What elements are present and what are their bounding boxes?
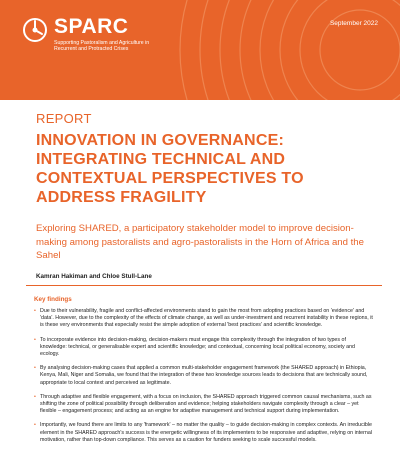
logo-tagline: Supporting Pastoralism and Agriculture in Recurrent and Protracted Crises xyxy=(54,40,150,52)
publication-date: September 2022 xyxy=(329,20,378,27)
subtitle: Exploring SHARED, a participatory stakeholder model to improve decision-making among pastoralists and agro-pastoralists in the Horn of Africa and the Sahel xyxy=(36,223,364,261)
sparc-logo-icon xyxy=(22,17,48,43)
list-item: • By analysing decision-making cases that applied a common multi-stakeholder engagement framework (the SHARED approach) in Ethiopia, Kenya, Mali, Niger and Somalia, we found that the integration of these two knowledge sources leads to decisions that are technically sound, appropriate to local context and perceived as legitimate. xyxy=(34,365,374,387)
authors: Kamran Hakiman and Chloe Stull-Lane xyxy=(36,273,152,280)
list-item: • Through adaptive and flexible engagement, with a focus on inclusion, the SHARED approach triggered common causal mechanisms, such as shifting the zone of political possibility through deliberation and evidence; helping stakeholders navigate complexity through a clear – yet flexible – engagement process; and acting as an engine for adaptive management and technical support during implementation. xyxy=(34,394,374,416)
key-findings-list xyxy=(34,308,374,444)
sparc-logo xyxy=(22,16,164,52)
page-title: INNOVATION IN GOVERNANCE: INTEGRATING TECHNICAL AND CONTEXTUAL PERSPECTIVES TO ADDRESS FRAGILITY xyxy=(36,132,304,206)
key-findings-section xyxy=(26,285,382,473)
list-item: • Due to their vulnerability, fragile and conflict-affected environments stand to gain the most from adopting practices based on 'evidence' and 'data'. However, due to the complexity of the effects of climate change, as well as under-investment and recurrent instability in these regions, it is these very environments that especially resist the simple adoption of external 'best practices' and scientific knowledge. xyxy=(34,308,374,330)
list-item: • Importantly, we found there are limits to any 'framework' – no matter the quality – to guide decision-making in complex contexts. An irreducible element in the SHARED approach's success is the energetic willingness of its implementers to be responsive and adaptive, relying on internal motivation, rather than top-down compliance. This serves as a caution for funders seeking to scale successful models. xyxy=(34,422,374,444)
list-item: • To incorporate evidence into decision-making, decision-makers must engage this complexity through the integration of two types of knowledge: technical, or generalisable expert and scientific knowledge; and contextual, concerning local political economy, society and ecology. xyxy=(34,337,374,359)
header-banner xyxy=(0,0,400,100)
decorative-lines xyxy=(140,0,400,100)
logo-wordmark: SPARC xyxy=(54,15,129,38)
report-label: REPORT xyxy=(36,111,92,126)
key-findings-heading: Key findings xyxy=(34,296,72,303)
